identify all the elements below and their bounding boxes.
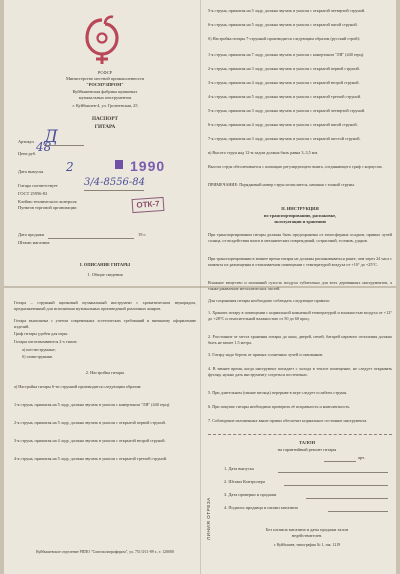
string-instruction: 5-я струна, прижатая на 5 ладу, должна звучать в унисон с открытой четвертой струной.	[208, 8, 366, 13]
center-fold	[200, 0, 201, 574]
coupon-title: ТАЛОН	[299, 440, 315, 445]
article-label: Артикул	[18, 139, 34, 144]
org-line: РСФСР	[97, 70, 113, 75]
note: ПРИМЕЧАНИЕ: Порядковый номер струн исчисляется, начиная с тонкой струны.	[208, 182, 355, 187]
paragraph: Гитары изготавливаются 2-х типов:	[14, 339, 78, 344]
org-line: музыкальных инструментов	[78, 95, 132, 100]
passport-sheet	[4, 0, 396, 574]
string-instruction: 4-я струна, прижатая на 5 ладу, должна звучать в унисон с открытой третьей струной.	[208, 94, 362, 99]
coupon-field: 3. Дата проверки и продажи	[224, 492, 277, 497]
section2-title: II. ИНСТРУКЦИЯ	[281, 206, 319, 211]
coupon-field-line	[284, 485, 388, 486]
price-handwriting: 48	[36, 140, 52, 154]
string-instruction: 1-я струна, прижатая на 5 ладу, должна звучать в унисон с камертоном "ЛЯ" (440 герц).	[14, 402, 171, 407]
paragraph: При транспортировании гитары должны быть предохранены от атмосферных осадков, прямых лучей солнца, от воздействия влаги и механических повреждений, сотрясений, толчков, ударов.	[208, 232, 392, 243]
release-handwriting: 2	[66, 160, 74, 174]
otk-stamp: ОТК-7	[132, 197, 165, 213]
article-handwriting: Д	[44, 127, 58, 147]
cut-line	[208, 434, 392, 435]
coupon-art-label: арт.	[358, 455, 365, 460]
rule-item: 1. Хранить гитару в помещении с нормальной комнатной температурой и влажностью воздуха от +12° до +28°С и относительной влажностью от 50 до 60 проц.	[208, 310, 392, 321]
sale-date-line	[48, 238, 134, 239]
string-instruction: 2-я струна, прижатая на 5 ладу, должна звучать в унисон с открытой первой струной.	[14, 420, 166, 425]
rule-item: 2. Расстояние от места хранения гитары до окон, дверей, печей, батарей парового отопления должно быть не менее 1,5 метра.	[208, 334, 392, 345]
paragraph: Гриф гитары удобен для игры.	[14, 331, 69, 336]
paragraph: Гитара – струнный щипковый музыкальный инструмент с хроматическим звукорядом, предназначенный для исполнения музыкальных произведений различных жанров.	[14, 300, 196, 311]
string-instruction: 3-я струна, прижатая на 4 ладу, должна звучать в унисон с открытой второй струной.	[14, 438, 166, 443]
coupon-subtitle: на гарантийный ремонт гитары	[277, 447, 337, 452]
rule-item: 5. При длительном (свыше месяца) перерыве в игре следует ослабить струны.	[208, 390, 348, 395]
paragraph: Влажное вещество и излишний сухость воздуха губительно для всех деревянных инструментов, а также ржавление металлических частей.	[208, 280, 392, 291]
guitar-title: ГИТАРА	[94, 124, 116, 130]
rule-item: 6. При покупке гитары необходимо проверить её исправность и комплектность.	[208, 404, 351, 409]
subsection2-title: 2. Настройка гитары	[85, 370, 125, 375]
coupon-field: 4. Подпись продавца и штамп магазина	[224, 505, 298, 510]
right-column	[208, 0, 392, 574]
coupon-field-line	[306, 498, 388, 499]
conformity-label: Гитара соответствует	[18, 183, 58, 188]
rule-item: 7. Соблюдение изложенных выше правил обеспечит нормальное состояние инструмента.	[208, 418, 368, 423]
subsection1-title: 1. Общие сведения	[87, 272, 123, 277]
string-instruction: 1-я струна, прижатая на 7 ладу, должна звучать в унисон с камертоном "ЛЯ" (440 герц).	[208, 52, 365, 57]
paragraph: Гитара выполнена с учетом современных эстетических требований и внешнему оформлению изделий.	[14, 318, 196, 329]
org-line: Министерство местной промышленности	[66, 76, 144, 81]
printer-footer: Куйбышевское отделение РППО "Союзполиграфпром", ул. 751/3/11-89 г., т. 120000	[36, 550, 174, 554]
list-item: а) шестиструнные;	[22, 347, 56, 352]
section1-title: I. ОПИСАНИЕ ГИТАРЫ	[79, 262, 131, 267]
section2-subtitle: эксплуатации и хранению	[274, 219, 326, 224]
string-instruction: 5-я струна, прижатая на 3 ладу, должна звучать в унисон с открытой четвертой струной.	[208, 108, 366, 113]
price-label: Цена руб.	[18, 151, 37, 156]
section2-subtitle: по транспортированию, распаковке,	[263, 213, 337, 218]
string-instruction: в) Высота струн над 12-м ладом должна быть равна 3–3,5 мм.	[208, 150, 319, 155]
rule-item: 3. Гитару надо беречь от прямых солнечных лучей и сквозняков.	[208, 352, 324, 357]
stamp-mark-icon	[115, 160, 123, 169]
string-instruction: б) Настройка гитары 7-струнной производится следующим образом (русский строй):	[208, 36, 361, 41]
coupon-field-line	[278, 472, 388, 473]
paragraph: При транспортировании в зимнее время гитары не должны распаковываться ранее, чем через 24 часа с момента их размещения в отапливаемом помещении с температурой воздуха от +10° до +25°С.	[208, 256, 392, 267]
list-item: б) семиструнные.	[22, 354, 54, 359]
release-date-label: Дата выпуска	[18, 169, 44, 174]
org-line: Куйбышевская фабрика щипковых	[72, 89, 138, 94]
coupon-field: 2. Штамп Контролера	[224, 479, 265, 484]
coupon-footer: недействителен.	[291, 533, 323, 538]
date-stamp: 1990	[130, 158, 166, 174]
resp-label: Пунктов торговой организации	[18, 205, 77, 210]
gost-handwriting: 3/4-8556-84	[84, 177, 146, 188]
org-line: "РОСМУЗПРОМ"	[86, 82, 124, 87]
string-instruction: 7-я струна, прижатая на 3 ладу, должна звучать в унисон с открытой шестой струной.	[208, 136, 361, 141]
factory-logo-icon	[83, 14, 121, 66]
sale-date-label: Дата продажи	[18, 232, 45, 237]
paragraph: Для сохранения гитары необходимо соблюдать следующие правила:	[208, 298, 330, 303]
string-instruction: 4-я струна, прижатая на 5 ладу, должна звучать в унисон с открытой третьей струной.	[14, 456, 168, 461]
coupon-field: 1. Дата выпуска	[224, 466, 254, 471]
rule-item: 4. В зимнее время, когда инструмент попадает с холода в теплое помещение, не следует открывать футляр, нужно дать инструменту согреться постепенно.	[208, 366, 392, 377]
shop-stamp-label: Штамп магазина	[18, 240, 50, 245]
string-instruction: 6-я струна, прижатая на 4 ладу, должна звучать в унисон с открытой пятой струной.	[208, 122, 358, 127]
string-instruction: 2-я струна, прижатая на 3 ладу, должна звучать в унисон с открытой первой струной.	[208, 66, 360, 71]
cut-line-label: ЛИНИЯ ОТРЕЗА	[206, 497, 211, 540]
otk-label: Клеймо технического контроля	[18, 199, 77, 204]
paragraph: а) Настройка гитары 6-ти струнной производится следующим образом:	[14, 384, 142, 389]
string-instruction: 3-я струна, прижатая на 4 ладу, должна звучать в унисон с открытой второй струной.	[208, 80, 360, 85]
passport-title: ПАСПОРТ	[91, 116, 119, 122]
string-instruction: Высота струн обеспечивается с помощью регулирующего винта, соединяющего гриф с корпусом.	[208, 164, 383, 169]
gost-label: ГОСТ 25956-83	[18, 191, 48, 196]
org-line: г. Куйбышев-4, ул. Грозненская, 25	[72, 103, 138, 108]
year-suffix: 19 г.	[138, 232, 146, 237]
left-column	[14, 0, 196, 574]
coupon-footer: Без штампа магазина и даты продажи талон	[265, 527, 349, 532]
string-instruction: 6-я струна, прижатая на 5 ладу, должна звучать в унисон с открытой пятой струной.	[208, 22, 358, 27]
coupon-printer: г. Куйбышев, типография № 1, зак. 1219	[273, 543, 341, 547]
coupon-art-line	[324, 461, 356, 462]
coupon-field-line	[328, 511, 388, 512]
